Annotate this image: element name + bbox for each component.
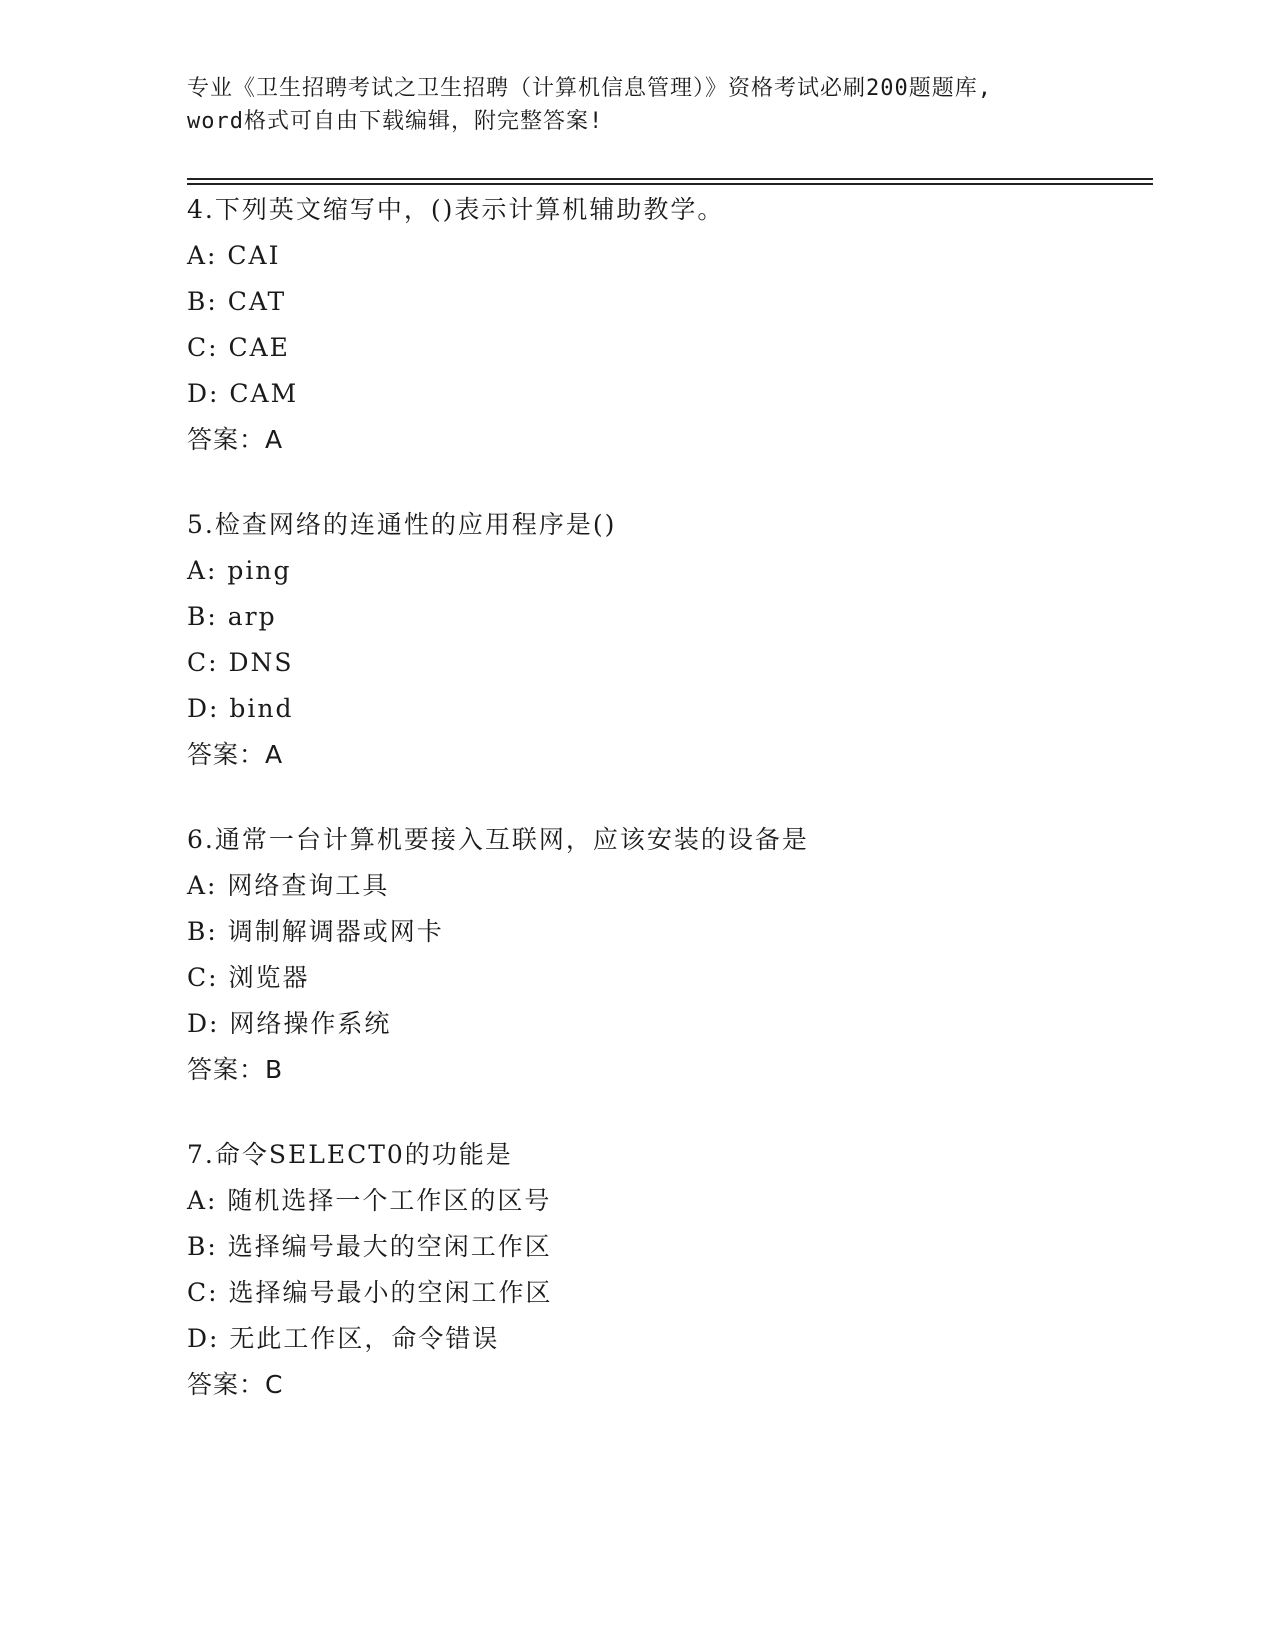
answer-label: 答案：A xyxy=(187,425,284,454)
option-a: A: ping xyxy=(187,556,292,585)
option-a: A: CAI xyxy=(187,241,281,270)
option-d: D: 网络操作系统 xyxy=(187,1009,392,1038)
option-a: A: 网络查询工具 xyxy=(187,871,390,900)
option-d: D: bind xyxy=(187,694,294,723)
option-d: D: 无此工作区，命令错误 xyxy=(187,1324,500,1353)
header-divider-bottom xyxy=(187,183,1153,185)
option-b: B: 选择编号最大的空闲工作区 xyxy=(187,1232,552,1261)
question-4 xyxy=(187,187,1147,463)
option-a: A: 随机选择一个工作区的区号 xyxy=(187,1186,552,1215)
answer-label: 答案：B xyxy=(187,1055,284,1084)
answer-label: 答案：A xyxy=(187,740,284,769)
document-header xyxy=(187,72,1087,138)
header-line-1: 专业《卫生招聘考试之卫生招聘（计算机信息管理）》资格考试必刷200题题库, xyxy=(187,76,992,101)
option-c: C: 浏览器 xyxy=(187,963,310,992)
answer-label: 答案：C xyxy=(187,1370,284,1399)
question-7 xyxy=(187,1132,1147,1408)
option-c: C: 选择编号最小的空闲工作区 xyxy=(187,1278,553,1307)
question-text: 6.通常一台计算机要接入互联网，应该安装的设备是 xyxy=(187,825,809,854)
option-c: C: CAE xyxy=(187,333,290,362)
header-divider-top xyxy=(187,178,1153,180)
question-text: 4.下列英文缩写中，()表示计算机辅助教学。 xyxy=(187,195,725,224)
question-text: 7.命令SELECT0的功能是 xyxy=(187,1140,513,1169)
question-6 xyxy=(187,817,1147,1093)
option-b: B: arp xyxy=(187,602,277,631)
question-5 xyxy=(187,502,1147,778)
header-line-2: word格式可自由下载编辑，附完整答案! xyxy=(187,109,604,134)
option-c: C: DNS xyxy=(187,648,294,677)
option-d: D: CAM xyxy=(187,379,299,408)
option-b: B: CAT xyxy=(187,287,287,316)
question-text: 5.检查网络的连通性的应用程序是() xyxy=(187,510,617,539)
option-b: B: 调制解调器或网卡 xyxy=(187,917,444,946)
